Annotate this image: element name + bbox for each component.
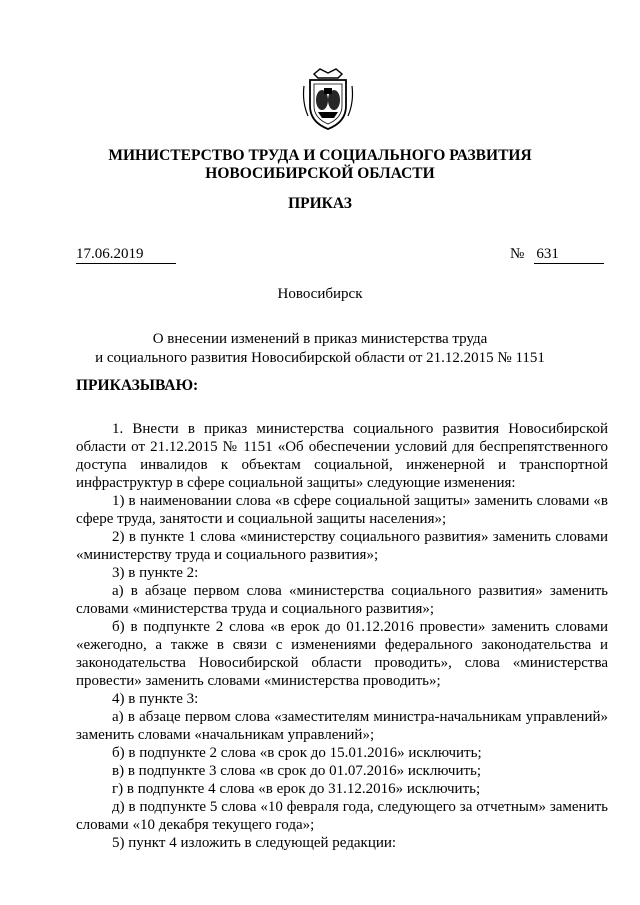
body-paragraph: 4) в пункте 3: [112, 691, 199, 707]
body-paragraph: 5) пункт 4 изложить в следующей редакции: [112, 835, 397, 851]
body-paragraph: 1. Внести в приказ министерства социального развития Новосибирской области от 21.12.2015 № 1151 «Об обеспечении условий для беспрепятственного доступа инвалидов к объектам социальной, инженерной и транспортной инфраструктур в сфере социальной защиты» следующие изменения: [76, 421, 608, 491]
body-paragraph: в) в подпункте 3 слова «в срок до 01.07.2016» исключить; [112, 763, 482, 779]
subject-line1: О внесении изменений в приказ министерства труда [152, 331, 488, 347]
subject-line2: и социального развития Новосибирской области от 21.12.2015 № 1151 [95, 350, 545, 366]
document-type: ПРИКАЗ [288, 195, 352, 212]
order-number [510, 246, 604, 264]
city-name: Новосибирск [277, 286, 363, 302]
order-body [76, 420, 608, 852]
order-number-value: 631 [534, 246, 604, 264]
order-subject [0, 330, 640, 368]
order-date-value: 17.06.2019 [76, 246, 144, 262]
body-paragraph: г) в подпункте 4 слова «в ерок до 31.12.2016» исключить; [112, 781, 481, 797]
body-paragraph: а) в абзаце первом слова «министерства социального развития» заменить словами «министерства труда и социального развития»; [76, 583, 608, 617]
body-paragraph: 2) в пункте 1 слова «министерству социального развития» заменить словами «министерству труда и социального развития»; [76, 529, 608, 563]
body-paragraph: 3) в пункте 2: [112, 565, 199, 581]
coat-of-arms-emblem [300, 66, 356, 132]
ministry-name-line2: НОВОСИБИРСКОЙ ОБЛАСТИ [205, 165, 435, 182]
body-paragraph: д) в подпункте 5 слова «10 февраля года, следующего за отчетным» заменить словами «10 декабря текущего года»; [76, 799, 608, 833]
order-directive-word: ПРИКАЗЫВАЮ: [76, 377, 199, 394]
body-paragraph: 1) в наименовании слова «в сфере социальной защиты» заменить словами «в сфере труда, занятости и социальной защиты населения»; [76, 493, 608, 527]
order-date [76, 246, 176, 264]
body-paragraph: б) в подпункте 2 слова «в ерок до 01.12.2016 провести» заменить словами «ежегодно, а также в связи с изменениями федерального законодательства и законодательства Новосибирской области проводить», слова «министерства провести» заменить словами «министерства проводить»; [76, 619, 608, 689]
body-paragraph: а) в абзаце первом слова «заместителям министра-начальникам управлений» заменить словами «начальникам управлений»; [76, 709, 608, 743]
body-paragraph: б) в подпункте 2 слова «в срок до 15.01.2016» исключить; [112, 745, 482, 761]
number-sign: № [510, 246, 525, 262]
ministry-name-line1: МИНИСТЕРСТВО ТРУДА И СОЦИАЛЬНОГО РАЗВИТИЯ [108, 147, 532, 164]
